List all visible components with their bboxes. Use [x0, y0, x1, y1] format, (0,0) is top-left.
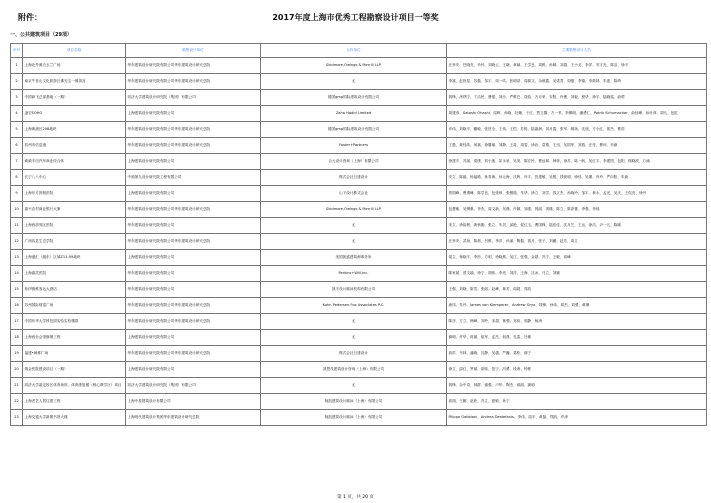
cell-project-name: 南京牛首山文化旅游区佛光宝一佛顶宫 — [23, 74, 126, 90]
award-table — [10, 43, 707, 426]
table-row — [11, 410, 707, 426]
cell-partner-unit: 德国gmp国际建筑设计有限公司 — [261, 122, 447, 138]
table-row — [11, 282, 707, 298]
table-header-row — [11, 44, 707, 58]
cell-partner-unit: 德国gmp国际建筑设计有限公司 — [261, 90, 447, 106]
cell-partner-unit: 柯凯建筑设计顾问（上海）有限公司 — [261, 410, 447, 426]
cell-project-name: 上海交通大学新图书馆大楼 — [23, 410, 126, 426]
cell-designers: 钱锋、汤朔宁、丁洁民、曹强、刘沙、严维巴、饶俭、万月荣、安阳、肖俊、刘毅、程华、徐平、陆晓铭、俞珺 — [447, 90, 707, 106]
cell-project-name: 上海西台会馆修缮工程 — [23, 330, 126, 346]
cell-partner-unit: 山下设计株式会社 — [261, 186, 447, 202]
page-title: 2017年度上海市优秀工程勘察设计项目一等奖 — [272, 13, 439, 22]
table-row — [11, 74, 707, 90]
cell-project-name: 福建•闽都广场 — [23, 346, 126, 362]
cell-partner-unit: 无 — [261, 314, 447, 330]
cell-design-unit: 上海建筑设计研究院有限公司 — [126, 330, 261, 346]
cell-index: 7 — [11, 154, 23, 170]
cell-design-unit: 上海建筑设计研究院有限公司 — [126, 106, 261, 122]
cell-project-name: 凌空SOHO — [23, 106, 126, 122]
cell-partner-unit: Foster+Partners — [261, 138, 447, 154]
table-row — [11, 106, 707, 122]
cell-index: 5 — [11, 122, 23, 138]
cell-index: 4 — [11, 106, 23, 122]
header-design-unit: 勘察设计单位 — [126, 44, 261, 58]
cell-design-unit: 华东建筑设计研究院有限公司华东建筑设计研究总院 — [126, 74, 261, 90]
header-project-name: 项目名称 — [23, 44, 126, 58]
cell-project-name: 苏州国际财富广场 — [23, 298, 126, 314]
cell-index: 18 — [11, 330, 23, 346]
cell-partner-unit: Perkins+Will,Inc. — [261, 266, 447, 282]
cell-design-unit: 上海建筑设计研究院有限公司 — [126, 250, 261, 266]
cell-index: 1 — [11, 58, 23, 74]
table-row — [11, 394, 707, 410]
table-row — [11, 250, 707, 266]
cell-designers: 李斌、赵世星、苏磊、邹宇、周一鸣、张明泽、周源文、余琅霞、吴梁君、周强、李锦、李烁林、朱惠、陈绮 — [447, 74, 707, 90]
cell-designers: 宋立、徐韵晨、黄秋刚、张立、朱贝、邱艳、侯红玉、曹国锋、陆佳佳、沈月芝、王运、徐洁、尹一凡、陈刚 — [447, 218, 707, 234]
cell-designers: 陈彦、方立、韩峰、刘玲、宋超、林强、邓伟、郭静、杨涛 — [447, 314, 707, 330]
cell-partner-unit: 无 — [261, 74, 447, 90]
cell-index: 20 — [11, 362, 23, 378]
cell-project-name: 广西容县生态学院 — [23, 234, 126, 250]
cell-partner-unit: Kohn Pedersen Fox Associates P.C. — [261, 298, 447, 314]
cell-index: 10 — [11, 202, 23, 218]
table-row — [11, 170, 707, 186]
attachment-label: 附件： — [18, 13, 42, 22]
cell-design-unit: 华东建筑设计研究院有限公司华东建筑设计研究总院 — [126, 138, 261, 154]
header-partner-unit: 合作单位 — [261, 44, 447, 58]
cell-designers: 乔伟、刘晓平、戴敏、张贺全、王伟、王恺、苏锐、陆嘉润、刘月霞、张军、顾扬、沈迪、方小红、郭杰、曹浩 — [447, 122, 707, 138]
cell-project-name: 杭州市信息港 — [23, 138, 126, 154]
cell-partner-unit: Zaha Hadid Limited — [261, 106, 447, 122]
cell-partner-unit: 合元设计咨询（上海）有限公司 — [261, 154, 447, 170]
cell-design-unit: 上海建筑设计研究院有限公司 — [126, 186, 261, 202]
cell-design-unit: 华东建筑设计研究院有限公司华东建筑设计研究总院 — [126, 298, 261, 314]
cell-design-unit: 华东建筑设计研究院有限公司华东建筑设计研究总院 — [126, 234, 261, 250]
cell-designers: 陈家斌、曾文瑜、徐宁、胡伟、李亮、刘洋、王海、沈冰、马立、刘颖 — [447, 266, 707, 282]
cell-designers: 王强、刘晓、陈雪、张丽、赵峰、林芳、周超、郑浩 — [447, 282, 707, 298]
cell-design-unit: 华东建筑设计研究院有限公司华东建筑设计研究总院 — [126, 202, 261, 218]
cell-designers: 安立、陈毅、杨福路、孙青海、孙元海、沈晖、叶宇、贺建敏、吴骏、钱锐明、徐伟、吴瑾、肖玲、严向阳、朱新 — [447, 170, 707, 186]
cell-design-unit: 华东建筑设计研究院有限公司华东建筑设计研究总院 — [126, 58, 261, 74]
cell-index: 15 — [11, 282, 23, 298]
cell-partner-unit: 无 — [261, 218, 447, 234]
cell-partner-unit: 株式会社日建设计 — [261, 346, 447, 362]
cell-project-name: 上海嘉武医院 — [23, 266, 126, 282]
cell-index: 21 — [11, 378, 23, 394]
cell-index: 19 — [11, 346, 23, 362]
cell-designers: 钱锋、余中奇、林群、谢强、卢华、陶杰、蒋丽、龚明 — [447, 378, 707, 394]
cell-project-name: 上海北外滩白玉兰广场 — [23, 58, 126, 74]
cell-index: 14 — [11, 266, 23, 282]
table-row — [11, 314, 707, 330]
cell-project-name: 嘉兴农村商业银行大厦 — [23, 202, 126, 218]
cell-project-name: 上海黄浦区208地块 — [23, 122, 126, 138]
table-row — [11, 154, 707, 170]
cell-designers: 汪孝安、任晓亮、肖怀、刘晓云、王晓、章赫、王学良、周锐、孙嫣、刘超、王小戈、李洋、安宇光、陈洁、徐平 — [447, 58, 707, 74]
cell-design-unit: 中船第九设计研究院工程有限公司 — [126, 170, 261, 186]
cell-design-unit: 华东建筑设计研究院有限公司 — [126, 282, 261, 298]
cell-designers: 徐建平、苏丽、梁康、刘小迪、祁永泉、吴美、陈宏民、曹远林、韩菲、徐苏、陈一帆、吴红宇、李建国、包阳、顾晓波、万涌 — [447, 154, 707, 170]
cell-index: 12 — [11, 234, 23, 250]
cell-project-name: 上海港汇（潍东）区域Z11-09地块 — [23, 250, 126, 266]
cell-project-name: 上海西部郊区医院 — [23, 218, 126, 234]
cell-partner-unit: 无 — [261, 330, 447, 346]
cell-project-name: 同济大学嘉定校区体育场馆、体育康复楼（核心教学区）项目 — [23, 378, 126, 394]
table-row — [11, 122, 707, 138]
cell-project-name: 上海老艺人居住建工程 — [23, 394, 126, 410]
table-row — [11, 362, 707, 378]
table-row — [11, 330, 707, 346]
cell-index: 17 — [11, 314, 23, 330]
cell-index: 2 — [11, 74, 23, 90]
cell-design-unit: 上海中星建筑设计有限公司 — [126, 394, 261, 410]
cell-design-unit: 华东建筑设计研究院有限公司华东建筑设计研究总院 — [126, 314, 261, 330]
cell-designers: 汪孝安、武扬、陈晨、吕维、李洋、孙丽、陶磊、钱月、张子、刘鹏、赵芳、周立 — [447, 234, 707, 250]
cell-index: 23 — [11, 410, 23, 426]
cell-design-unit: 上海现代建筑设计集团华东建筑设计研究总院 — [126, 410, 261, 426]
cell-designers: 高翔、王鹏、赵欣、冯立、夏敏、孙宁 — [447, 394, 707, 410]
cell-designers: 唐玮、朱丹、James von Klemperer、Andrew Gryo、钱锋、孙伟、周杰、刘勇、黄琳 — [447, 298, 707, 314]
cell-designers: Filippo Gabbiani、Andrea Destefanis、李伟、周平、黄磊、郑凯、许涛 — [447, 410, 707, 426]
table-row — [11, 234, 707, 250]
cell-project-name: 中国商飞总部基地（一期） — [23, 90, 126, 106]
cell-project-name: 中国东华大学科技园实验实验楼群 — [23, 314, 126, 330]
section-heading: 一、公共建筑项目（29项） — [10, 32, 72, 38]
table-row — [11, 378, 707, 394]
cell-index: 8 — [11, 170, 23, 186]
cell-partner-unit: 无 — [261, 234, 447, 250]
cell-designers: 高洪、韦林、潘晓、沈静、吴越、严巍、葛松、薛宁 — [447, 346, 707, 362]
page-footer: 第 1 页，共 20 页 — [337, 495, 374, 500]
table-row — [11, 138, 707, 154]
cell-partner-unit: 凯思茂建筑设计咨询（上海）有限公司 — [261, 362, 447, 378]
header-designers: 主要勘察设计人员 — [447, 44, 707, 58]
cell-design-unit: 华东建筑设计研究院有限公司 — [126, 266, 261, 282]
cell-partner-unit: 凯宇设计顾问机构有限公司 — [261, 282, 447, 298]
header-index: 序号 — [11, 44, 23, 58]
table-row — [11, 202, 707, 218]
cell-partner-unit: 美国凯盛建筑师事务所 — [261, 250, 447, 266]
table-row — [11, 90, 707, 106]
cell-project-name: 瑞金医院建设项目（一期） — [23, 362, 126, 378]
cell-designers: 蔡国峰、曹勇峰、陈学良、包张炜、张锡瑞、朱华、徐立、刘学、钱文杰、孙晓玲、邹宇、黄永、孟光、吴庆、王侃亮、徐丹 — [447, 186, 707, 202]
cell-designers: 王愚、黄经纬、何斌、徐馨瑜、刘静、王奇、周雯、徐岩、袁骞、王迅、吴国华、刘燕、汪莹、曹珂、肖渐 — [447, 138, 707, 154]
table-row — [11, 346, 707, 362]
cell-index: 6 — [11, 138, 23, 154]
cell-designers: 周建寿、Satoshi Ohashi、周晖、孙晓、杜姗、干红、贾文馨、方一苇、李佩明、潘勇仁、Patrik Schumacher、俞信峰、孙叶萍、胡凡、包肛 — [447, 106, 707, 122]
cell-designers: 包慧敏、吴锡骐、李杰、周文新、吴鼎、许颖、邹强、郭丽、项瑾、陈立、陈泽蕾、李强、李纯 — [447, 202, 707, 218]
table-row — [11, 298, 707, 314]
cell-project-name: 长宁八八中心 — [23, 170, 126, 186]
cell-partner-unit: Skidmore,Owings & Merrill LLP — [261, 202, 447, 218]
cell-index: 3 — [11, 90, 23, 106]
table-row — [11, 218, 707, 234]
table-row — [11, 58, 707, 74]
table-row — [11, 186, 707, 202]
cell-design-unit: 上海建筑设计研究院有限公司 — [126, 362, 261, 378]
cell-designers: 徐立、邵红、罗斌、胡伟、范宁、冯勇、段涛、钟彬 — [447, 362, 707, 378]
cell-index: 16 — [11, 298, 23, 314]
cell-design-unit: 同济大学建筑设计研究院（集团）有限公司 — [126, 90, 261, 106]
cell-index: 22 — [11, 394, 23, 410]
cell-design-unit: 上海建筑设计研究院有限公司 — [126, 154, 261, 170]
cell-design-unit: 华东建筑设计研究院有限公司 — [126, 218, 261, 234]
cell-index: 9 — [11, 186, 23, 202]
cell-partner-unit: 无 — [261, 378, 447, 394]
cell-designers: 谢明、许华、蒋丽、崔军、孟杰、何燕、孔雷、吕敏 — [447, 330, 707, 346]
cell-index: 11 — [11, 218, 23, 234]
table-row — [11, 266, 707, 282]
cell-project-name: 松伊赛维客运大酒店 — [23, 282, 126, 298]
cell-designers: 梁立、杨晓宇、李彤、方明、徐晓燕、吴江、张强、金超、冯宁、王敏、高峰 — [447, 250, 707, 266]
cell-project-name: 上海东方肝胆医院 — [23, 186, 126, 202]
cell-design-unit: 华东建筑设计研究院有限公司华东建筑设计研究总院 — [126, 122, 261, 138]
cell-partner-unit: Skidmore,Owings & Merrill LLP — [261, 58, 447, 74]
cell-design-unit: 同济大学建筑设计研究院（集团）有限公司 — [126, 378, 261, 394]
table-body — [11, 58, 707, 426]
cell-design-unit: 华东建筑设计研究院有限公司华东建筑设计研究总院 — [126, 346, 261, 362]
cell-index: 13 — [11, 250, 23, 266]
cell-partner-unit: 柯凯建筑设计顾问（上海）有限公司 — [261, 394, 447, 410]
cell-partner-unit: 株式会社日建设计 — [261, 170, 447, 186]
cell-project-name: 威威丰田汽车商业综合体 — [23, 154, 126, 170]
